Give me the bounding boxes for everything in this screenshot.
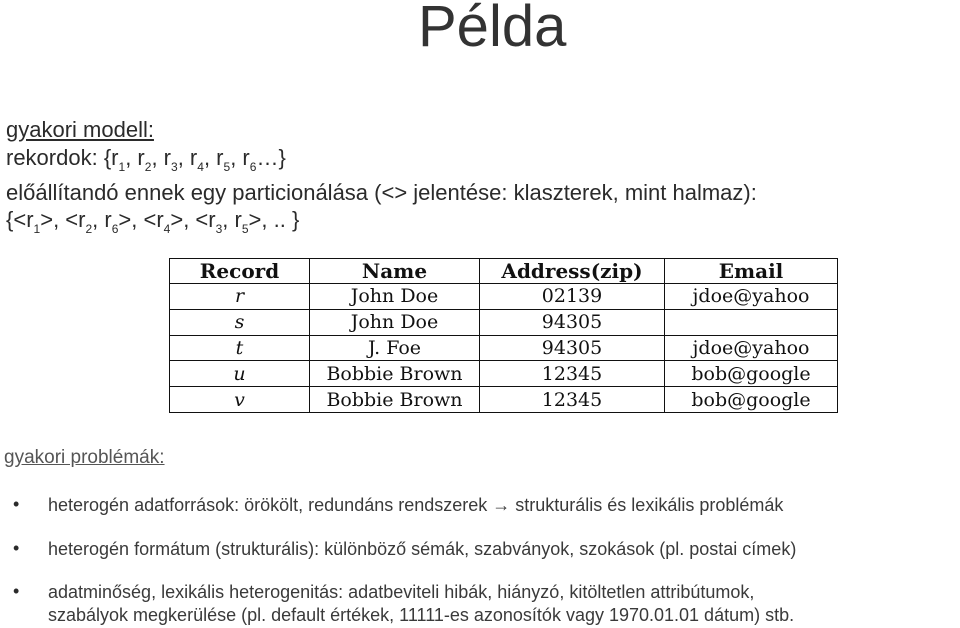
header-address: Address(zip) (480, 259, 665, 284)
bullet-icon: • (13, 581, 20, 601)
set-r3: r (208, 207, 216, 232)
table-row (170, 361, 838, 387)
set-sep-2: >, < (118, 207, 157, 232)
cell-record: r (170, 284, 310, 310)
record-sub-1: 1 (118, 160, 126, 174)
set-close: >, .. } (248, 207, 300, 232)
cell-zip: 12345 (480, 387, 665, 413)
set-sub-5: 5 (241, 222, 249, 236)
partition-text: előállítandó ennek egy particionálása (<> jelentése: klaszterek, mint halmaz): (6, 180, 757, 205)
record-r2: r (137, 145, 145, 170)
problem-item-3-line-2: szabályok megkerülése (pl. default értékek, 11111-es azonosítók vagy 1970.01.01 dátum) stb. (48, 605, 795, 625)
set-sub-4: 4 (163, 222, 171, 236)
record-sub-6: 6 (249, 160, 257, 174)
record-r1: r (111, 145, 119, 170)
cell-email: jdoe@yahoo (665, 335, 838, 361)
cell-name: Bobbie Brown (310, 361, 480, 387)
partition-set (6, 207, 300, 236)
cell-zip: 94305 (480, 335, 665, 361)
record-sub-5: 5 (223, 160, 231, 174)
cell-record: t (170, 335, 310, 361)
cell-record: v (170, 387, 310, 413)
set-sep-1: >, < (40, 207, 79, 232)
set-r4: r (156, 207, 164, 232)
set-r2: r (78, 207, 86, 232)
table-row (170, 387, 838, 413)
cell-name: John Doe (310, 284, 480, 310)
set-sep-3: >, < (170, 207, 209, 232)
records-line: rekordok: {$r_1$, $r_2$, $r_3$, $r_4$, $r_5$, $r_6\dots$} (6, 145, 286, 174)
cell-zip: 12345 (480, 361, 665, 387)
table-header-row (170, 259, 838, 284)
problem-item-2: heterogén formátum (strukturális): különböző sémák, szabványok, szokások (pl. postai címek) (48, 539, 797, 559)
set-sub-2: 2 (85, 222, 93, 236)
record-r3: r (163, 145, 171, 170)
record-sub-3: 3 (171, 160, 178, 174)
set-sub-6: 6 (111, 222, 119, 236)
set-comma-2: , (222, 207, 235, 232)
cell-email: bob@google (665, 361, 838, 387)
set-r6: r (104, 207, 112, 232)
set-sub-3: 3 (215, 222, 223, 236)
problem-item-3-line-1: adatminőség, lexikális heterogenitás: adatbeviteli hibák, hiányzó, kitöltetlen attribútumok, (48, 582, 755, 602)
cell-zip: 02139 (480, 284, 665, 310)
set-comma-1: , (92, 207, 105, 232)
records-table (169, 258, 838, 413)
record-r5: r (216, 145, 224, 170)
header-record: Record (170, 259, 310, 284)
cell-email: bob@google (665, 387, 838, 413)
section-heading-model: gyakori modell: (6, 117, 154, 142)
section-heading-problems: gyakori problémák: (4, 447, 165, 468)
set-r5: r (234, 207, 242, 232)
table-row (170, 284, 838, 310)
record-sub-4: 4 (197, 160, 204, 174)
set-sub-1: 1 (33, 222, 41, 236)
cell-name: John Doe (310, 309, 480, 335)
set-r1: r (26, 207, 34, 232)
record-r6: r (242, 145, 250, 170)
problem-item-1: heterogén adatforrások: örökölt, redundáns rendszerek → strukturális és lexikális problémák (48, 495, 784, 515)
cell-email: jdoe@yahoo (665, 284, 838, 310)
cell-name: J. Foe (310, 335, 480, 361)
table-row (170, 309, 838, 335)
records-label: rekordok: { (6, 145, 112, 170)
record-r4: r (189, 145, 198, 170)
records-end: …} (256, 145, 286, 170)
bullet-icon: • (13, 538, 20, 558)
cell-email (665, 309, 838, 335)
cell-zip: 94305 (480, 309, 665, 335)
cell-record: s (170, 309, 310, 335)
header-email: Email (665, 259, 838, 284)
set-open: {< (6, 207, 27, 232)
record-sub-2: 2 (144, 160, 152, 174)
bullet-icon: • (13, 494, 20, 514)
cell-record: u (170, 361, 310, 387)
table-row (170, 335, 838, 361)
cell-name: Bobbie Brown (310, 387, 480, 413)
page-title: Példa (418, 0, 567, 59)
header-name: Name (310, 259, 480, 284)
